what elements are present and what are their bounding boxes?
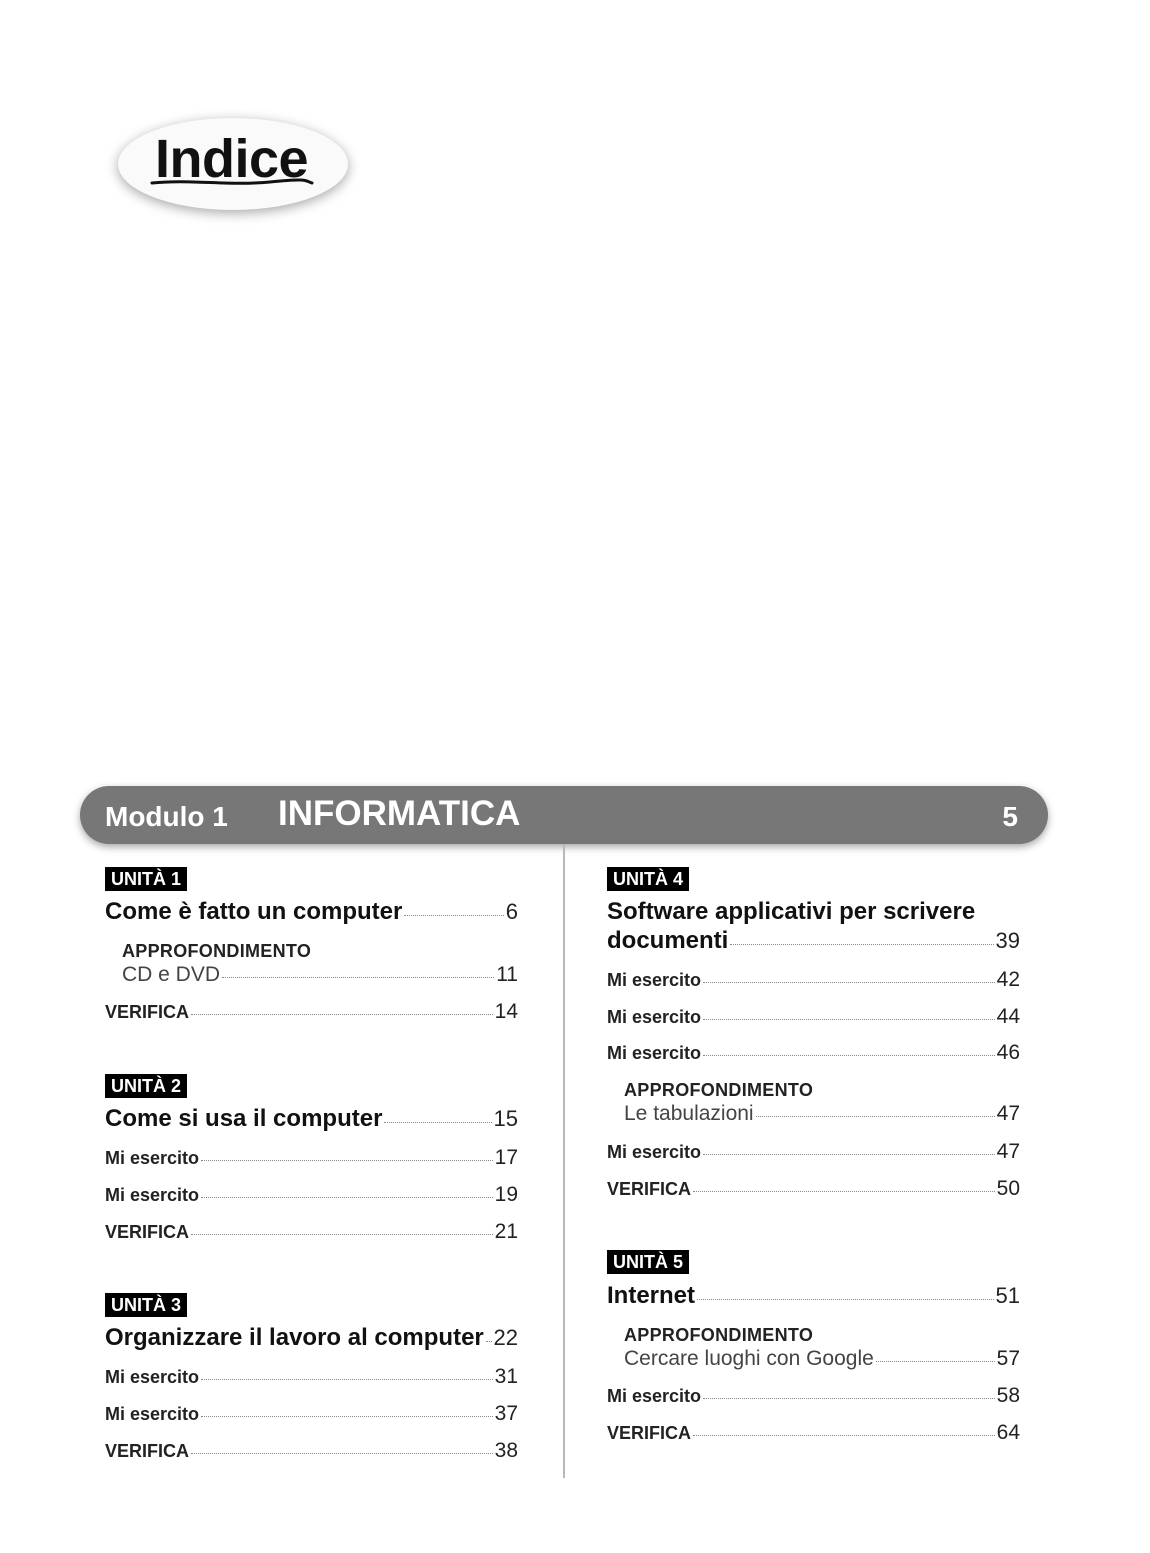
unit-1-approfondimento-label: APPROFONDIMENTO (122, 941, 312, 961)
unit-1-approfondimento-entry[interactable] (122, 963, 518, 987)
dot-leader (703, 1154, 995, 1155)
unit-3-badge: UNITÀ 3 (105, 1293, 187, 1317)
toc-page-number: 51 (995, 1283, 1020, 1308)
dot-leader (693, 1191, 995, 1192)
unit-5-item-1[interactable] (607, 1384, 1020, 1408)
module-header-bar (80, 786, 1048, 844)
dot-leader (201, 1160, 493, 1161)
unit-4-title-entry[interactable] (607, 927, 1020, 955)
page-title: Indice (155, 129, 309, 189)
toc-entry-title: Cercare luoghi con Google (624, 1347, 874, 1370)
toc-entry-title: documenti (607, 927, 729, 954)
toc-page-number: 42 (996, 968, 1020, 991)
toc-entry-title: Organizzare il lavoro al computer (105, 1324, 484, 1351)
toc-page-number: 14 (494, 1000, 518, 1023)
unit-5-approfondimento-label: APPROFONDIMENTO (624, 1325, 814, 1345)
dot-leader (191, 1014, 493, 1015)
unit-5-verifica-entry[interactable] (607, 1421, 1020, 1445)
toc-entry-title: Mi esercito (105, 1404, 200, 1424)
toc-entry-title: VERIFICA (607, 1423, 692, 1443)
toc-page-number: 17 (494, 1146, 518, 1169)
dot-leader (222, 977, 494, 978)
unit-5-title-entry[interactable] (607, 1282, 1020, 1310)
dot-leader (703, 1019, 995, 1020)
dot-leader (730, 944, 993, 945)
dot-leader (703, 982, 995, 983)
toc-entry-title: Mi esercito (105, 1367, 200, 1387)
toc-page-number: 6 (505, 899, 518, 924)
toc-page-number: 37 (494, 1402, 518, 1425)
unit-2-badge: UNITÀ 2 (105, 1074, 187, 1098)
unit-5-approfondimento-entry[interactable] (624, 1347, 1020, 1371)
toc-page-number: 58 (996, 1384, 1020, 1407)
toc-page-number: 47 (996, 1140, 1020, 1163)
toc-page-number: 39 (995, 928, 1020, 953)
module-title: INFORMATICA (278, 794, 521, 833)
toc-page-number: 46 (996, 1041, 1020, 1064)
unit-4-item-3[interactable] (607, 1041, 1020, 1065)
toc-entry-title: VERIFICA (105, 1441, 190, 1461)
toc-page-number: 15 (493, 1106, 518, 1131)
unit-4-badge: UNITÀ 4 (607, 867, 689, 891)
unit-4-item-1[interactable] (607, 968, 1020, 992)
toc-entry-title: VERIFICA (105, 1222, 190, 1242)
toc-entry-title: Come è fatto un computer (105, 898, 403, 925)
unit-3-title-entry[interactable] (105, 1324, 518, 1352)
dot-leader (876, 1361, 995, 1362)
unit-2-verifica-entry[interactable] (105, 1220, 518, 1244)
toc-page-number: 64 (996, 1421, 1020, 1444)
title-underline (150, 176, 315, 188)
dot-leader (693, 1435, 995, 1436)
dot-leader (486, 1341, 492, 1342)
toc-entry-title: Come si usa il computer (105, 1105, 383, 1132)
toc-entry-title: CD e DVD (122, 963, 221, 986)
toc-entry-title: Mi esercito (607, 1386, 702, 1406)
unit-4-approfondimento-label: APPROFONDIMENTO (624, 1080, 814, 1100)
dot-leader (191, 1453, 493, 1454)
unit-4-item-4[interactable] (607, 1140, 1020, 1164)
unit-3-item-2[interactable] (105, 1402, 518, 1426)
toc-page-number: 44 (996, 1005, 1020, 1028)
dot-leader (201, 1379, 493, 1380)
toc-page-number: 38 (494, 1439, 518, 1462)
unit-4-title-line-1[interactable]: Software applicativi per scrivere (607, 898, 976, 925)
toc-entry-title: VERIFICA (607, 1179, 692, 1199)
unit-4-verifica-entry[interactable] (607, 1177, 1020, 1201)
dot-leader (756, 1116, 995, 1117)
unit-1-badge: UNITÀ 1 (105, 867, 187, 891)
toc-page-number: 11 (496, 963, 518, 986)
toc-entry-title: Mi esercito (607, 970, 702, 990)
dot-leader (703, 1398, 995, 1399)
toc-page-number: 31 (494, 1365, 518, 1388)
toc-page-number: 21 (494, 1220, 518, 1243)
toc-entry-title: Le tabulazioni (624, 1102, 754, 1125)
module-label: Modulo 1 (105, 801, 228, 832)
dot-leader (703, 1055, 995, 1056)
dot-leader (697, 1299, 994, 1300)
column-divider (563, 844, 565, 1478)
unit-4-item-2[interactable] (607, 1005, 1020, 1029)
dot-leader (191, 1234, 493, 1235)
unit-5-badge: UNITÀ 5 (607, 1250, 689, 1274)
unit-4-approfondimento-entry[interactable] (624, 1102, 1020, 1126)
toc-page-number: 50 (996, 1177, 1020, 1200)
toc-entry-title: VERIFICA (105, 1002, 190, 1022)
dot-leader (201, 1197, 493, 1198)
toc-page-number: 47 (996, 1102, 1020, 1125)
unit-1-title-entry[interactable] (105, 898, 518, 926)
toc-entry-title: Mi esercito (607, 1007, 702, 1027)
toc-entry-title: Mi esercito (105, 1185, 200, 1205)
toc-page-number: 22 (493, 1325, 518, 1350)
unit-2-item-2[interactable] (105, 1183, 518, 1207)
dot-leader (384, 1122, 491, 1123)
module-page-number: 5 (1002, 801, 1018, 832)
toc-entry-title: Mi esercito (607, 1043, 702, 1063)
unit-2-item-1[interactable] (105, 1146, 518, 1170)
toc-page-number: 19 (494, 1183, 518, 1206)
unit-2-title-entry[interactable] (105, 1105, 518, 1133)
dot-leader (404, 915, 503, 916)
toc-entry-title: Internet (607, 1282, 696, 1309)
toc-entry-title: Mi esercito (105, 1148, 200, 1168)
dot-leader (201, 1416, 493, 1417)
unit-1-verifica-entry[interactable] (105, 1000, 518, 1024)
unit-3-verifica-entry[interactable] (105, 1439, 518, 1463)
toc-page-number: 57 (996, 1347, 1020, 1370)
toc-entry-title: Mi esercito (607, 1142, 702, 1162)
unit-3-item-1[interactable] (105, 1365, 518, 1389)
